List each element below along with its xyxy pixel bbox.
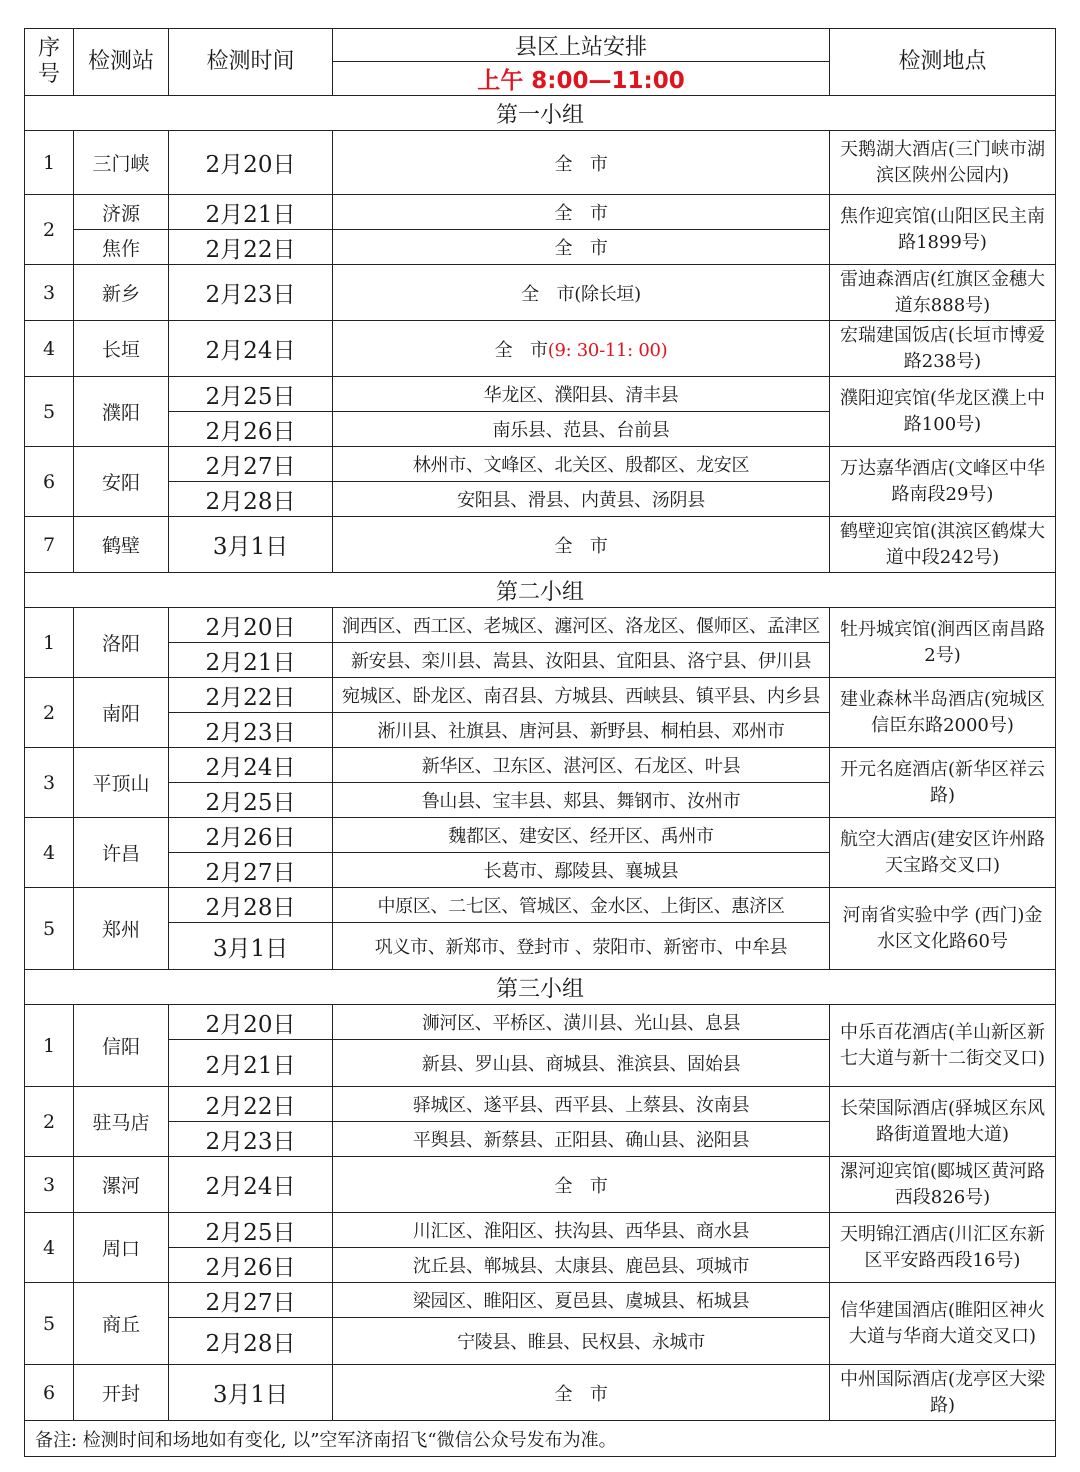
table-row	[25, 1213, 1056, 1248]
test-date: 3月1日	[169, 1365, 333, 1421]
areas-text: 魏都区、建安区、经开区、禹州市	[448, 826, 714, 847]
test-location: 雷迪森酒店(红旗区金穗大道东888号)	[830, 265, 1056, 321]
county-areas	[333, 1365, 830, 1421]
time-note: (9: 30-11: 00)	[547, 339, 668, 361]
areas-text: 新华区、卫东区、湛河区、石龙区、叶县	[421, 756, 741, 777]
table-row	[25, 265, 1056, 321]
county-areas	[333, 783, 830, 818]
areas-text: 涧西区、西工区、老城区、瀍河区、洛龙区、偃师区、孟津区	[342, 616, 820, 637]
county-areas	[333, 888, 830, 923]
county-areas	[333, 853, 830, 888]
table-row	[25, 1365, 1056, 1421]
test-date: 2月22日	[169, 678, 333, 713]
station-seq: 5	[25, 1283, 74, 1365]
areas-text: 新县、罗山县、商城县、淮滨县、固始县	[421, 1054, 741, 1075]
test-location: 长荣国际酒店(驿城区东风路街道置地大道)	[830, 1087, 1056, 1157]
areas-text: 全 市	[554, 203, 608, 224]
station-name: 安阳	[74, 447, 169, 517]
test-date: 3月1日	[169, 923, 333, 970]
county-areas	[333, 608, 830, 643]
station-seq: 4	[25, 321, 74, 377]
group-title: 第一小组	[25, 96, 1056, 131]
station-seq: 1	[25, 131, 74, 195]
test-date: 2月24日	[169, 1157, 333, 1213]
station-name: 南阳	[74, 678, 169, 748]
areas-text: 川汇区、淮阳区、扶沟县、西华县、商水县	[412, 1221, 750, 1242]
county-areas	[333, 1087, 830, 1122]
county-areas	[333, 1157, 830, 1213]
areas-text: 全 市	[554, 1175, 608, 1197]
county-areas	[333, 1122, 830, 1157]
table-row	[25, 1283, 1056, 1318]
table-row	[25, 195, 1056, 230]
test-date: 2月28日	[169, 1318, 333, 1365]
areas-text: 长葛市、鄢陵县、襄城县	[483, 861, 679, 882]
station-name: 许昌	[74, 818, 169, 888]
county-areas	[333, 1213, 830, 1248]
table-row	[25, 818, 1056, 853]
areas-text: 驿城区、遂平县、西平县、上蔡县、汝南县	[412, 1095, 750, 1116]
header-seq: 序号	[25, 29, 74, 96]
test-date: 2月25日	[169, 783, 333, 818]
county-areas	[333, 412, 830, 447]
areas-text: 全 市	[554, 153, 608, 175]
station-name: 济源	[74, 195, 169, 230]
test-date: 3月1日	[169, 517, 333, 573]
table-row	[25, 517, 1056, 573]
station-name: 新乡	[74, 265, 169, 321]
test-location: 建业森林半岛酒店(宛城区信臣东路2000号)	[830, 678, 1056, 748]
header-station: 检测站	[74, 29, 169, 96]
areas-text: 梁园区、睢阳区、夏邑县、虞城县、柘城县	[412, 1291, 750, 1312]
test-location: 漯河迎宾馆(郾城区黄河路西段826号)	[830, 1157, 1056, 1213]
station-name: 濮阳	[74, 377, 169, 447]
table-row	[25, 377, 1056, 412]
station-seq: 6	[25, 447, 74, 517]
test-location: 鹤壁迎宾馆(淇滨区鹤煤大道中段242号)	[830, 517, 1056, 573]
station-seq: 4	[25, 818, 74, 888]
areas-text: 中原区、二七区、管城区、金水区、上街区、惠济区	[377, 896, 785, 917]
county-areas	[333, 643, 830, 678]
county-areas	[333, 377, 830, 412]
areas-text: 全 市	[554, 238, 608, 259]
areas-text: 安阳县、滑县、内黄县、汤阴县	[457, 490, 705, 511]
station-name: 长垣	[74, 321, 169, 377]
test-date: 2月22日	[169, 230, 333, 265]
county-areas	[333, 748, 830, 783]
station-name: 漯河	[74, 1157, 169, 1213]
table-row	[25, 678, 1056, 713]
areas-text: 全 市	[554, 535, 608, 557]
test-date: 2月21日	[169, 1040, 333, 1087]
test-location: 濮阳迎宾馆(华龙区濮上中路100号)	[830, 377, 1056, 447]
test-location: 河南省实验中学 (西门)金水区文化路60号	[830, 888, 1056, 970]
test-date: 2月25日	[169, 1213, 333, 1248]
note-row	[25, 1421, 1056, 1457]
areas-text: 平舆县、新蔡县、正阳县、确山县、泌阳县	[412, 1130, 750, 1151]
table-row	[25, 748, 1056, 783]
table-row	[25, 1157, 1056, 1213]
county-areas	[333, 1283, 830, 1318]
station-seq: 1	[25, 1005, 74, 1087]
table-row	[25, 608, 1056, 643]
county-areas	[333, 131, 830, 195]
station-name: 驻马店	[74, 1087, 169, 1157]
test-date: 2月20日	[169, 131, 333, 195]
test-date: 2月23日	[169, 265, 333, 321]
test-date: 2月26日	[169, 818, 333, 853]
group-title: 第三小组	[25, 970, 1056, 1005]
test-location: 开元名庭酒店(新华区祥云路)	[830, 748, 1056, 818]
test-date: 2月25日	[169, 377, 333, 412]
group-header-row	[25, 970, 1056, 1005]
county-areas	[333, 1318, 830, 1365]
county-areas	[333, 923, 830, 970]
station-seq: 6	[25, 1365, 74, 1421]
station-seq: 7	[25, 517, 74, 573]
county-areas	[333, 1248, 830, 1283]
station-name: 焦作	[74, 230, 169, 265]
areas-text: 全 市	[554, 1383, 608, 1405]
county-areas	[333, 321, 830, 377]
areas-text: 全 市	[494, 339, 548, 361]
county-areas	[333, 1005, 830, 1040]
areas-text: 沈丘县、郸城县、太康县、鹿邑县、项城市	[412, 1256, 750, 1277]
test-location: 中乐百花酒店(羊山新区新七大道与新十二街交叉口)	[830, 1005, 1056, 1087]
test-date: 2月27日	[169, 447, 333, 482]
areas-text: 华龙区、濮阳县、清丰县	[483, 385, 679, 406]
table-row	[25, 321, 1056, 377]
test-location: 天明锦江酒店(川汇区东新区平安路西段16号)	[830, 1213, 1056, 1283]
areas-text: 林州市、文峰区、北关区、殷都区、龙安区	[412, 455, 750, 476]
test-date: 2月27日	[169, 1283, 333, 1318]
group-header-row	[25, 573, 1056, 608]
station-name: 洛阳	[74, 608, 169, 678]
areas-text: 南乐县、范县、台前县	[492, 420, 670, 441]
station-seq: 5	[25, 888, 74, 970]
areas-text: 淅川县、社旗县、唐河县、新野县、桐柏县、邓州市	[377, 721, 785, 742]
test-date: 2月23日	[169, 1122, 333, 1157]
header-time: 上午 8:00—11:00	[333, 62, 830, 96]
header-location: 检测地点	[830, 29, 1056, 96]
areas-text: 巩义市、新郑市、登封市 、荥阳市、新密市、中牟县	[374, 937, 788, 958]
test-location: 万达嘉华酒店(文峰区中华路南段29号)	[830, 447, 1056, 517]
county-areas	[333, 447, 830, 482]
test-date: 2月20日	[169, 608, 333, 643]
footnote: 备注: 检测时间和场地如有变化, 以”空军济南招飞“微信公众号发布为准。	[25, 1421, 1056, 1457]
areas-text: 新安县、栾川县、嵩县、汝阳县、宜阳县、洛宁县、伊川县	[350, 651, 812, 672]
county-areas	[333, 195, 830, 230]
group-title: 第二小组	[25, 573, 1056, 608]
test-location: 宏瑞建国饭店(长垣市博爱路238号)	[830, 321, 1056, 377]
county-areas	[333, 482, 830, 517]
station-seq: 5	[25, 377, 74, 447]
station-name: 信阳	[74, 1005, 169, 1087]
header-date: 检测时间	[169, 29, 333, 96]
county-areas	[333, 1040, 830, 1087]
station-name: 平顶山	[74, 748, 169, 818]
station-seq: 1	[25, 608, 74, 678]
station-name: 商丘	[74, 1283, 169, 1365]
test-date: 2月24日	[169, 321, 333, 377]
test-date: 2月23日	[169, 713, 333, 748]
test-date: 2月20日	[169, 1005, 333, 1040]
areas-text: 宛城区、卧龙区、南召县、方城县、西峡县、镇平县、内乡县	[342, 686, 820, 707]
station-seq: 3	[25, 265, 74, 321]
table-row	[25, 131, 1056, 195]
test-date: 2月28日	[169, 888, 333, 923]
areas-text: 浉河区、平桥区、潢川县、光山县、息县	[421, 1013, 741, 1034]
test-date: 2月21日	[169, 195, 333, 230]
station-seq: 3	[25, 748, 74, 818]
table-row	[25, 1005, 1056, 1040]
test-date: 2月26日	[169, 412, 333, 447]
test-date: 2月22日	[169, 1087, 333, 1122]
schedule-table	[24, 28, 1056, 1457]
test-location: 天鹅湖大酒店(三门峡市湖滨区陕州公园内)	[830, 131, 1056, 195]
county-areas	[333, 517, 830, 573]
station-seq: 2	[25, 678, 74, 748]
station-seq: 4	[25, 1213, 74, 1283]
test-date: 2月21日	[169, 643, 333, 678]
station-name: 鹤壁	[74, 517, 169, 573]
table-row	[25, 888, 1056, 923]
station-name: 郑州	[74, 888, 169, 970]
county-areas	[333, 713, 830, 748]
test-location: 航空大酒店(建安区许州路天宝路交叉口)	[830, 818, 1056, 888]
test-date: 2月24日	[169, 748, 333, 783]
test-date: 2月27日	[169, 853, 333, 888]
test-date: 2月26日	[169, 1248, 333, 1283]
header-row	[25, 29, 1056, 62]
table-row	[25, 447, 1056, 482]
test-location: 牡丹城宾馆(涧西区南昌路2号)	[830, 608, 1056, 678]
test-date: 2月28日	[169, 482, 333, 517]
test-location: 焦作迎宾馆(山阳区民主南路1899号)	[830, 195, 1056, 265]
areas-text: 鲁山县、宝丰县、郏县、舞钢市、汝州市	[421, 791, 741, 812]
table-row	[25, 1087, 1056, 1122]
areas-text: 全 市(除长垣)	[521, 283, 641, 305]
group-header-row	[25, 96, 1056, 131]
station-name: 开封	[74, 1365, 169, 1421]
county-areas	[333, 678, 830, 713]
header-arrangement: 县区上站安排	[333, 29, 830, 62]
test-location: 信华建国酒店(睢阳区神火大道与华商大道交叉口)	[830, 1283, 1056, 1365]
station-seq: 3	[25, 1157, 74, 1213]
station-name: 三门峡	[74, 131, 169, 195]
county-areas	[333, 818, 830, 853]
station-name: 周口	[74, 1213, 169, 1283]
county-areas	[333, 230, 830, 265]
areas-text: 宁陵县、睢县、民权县、永城市	[457, 1332, 705, 1353]
station-seq: 2	[25, 195, 74, 265]
test-location: 中州国际酒店(龙亭区大梁路)	[830, 1365, 1056, 1421]
station-seq: 2	[25, 1087, 74, 1157]
schedule-sheet	[24, 28, 1055, 1457]
county-areas	[333, 265, 830, 321]
